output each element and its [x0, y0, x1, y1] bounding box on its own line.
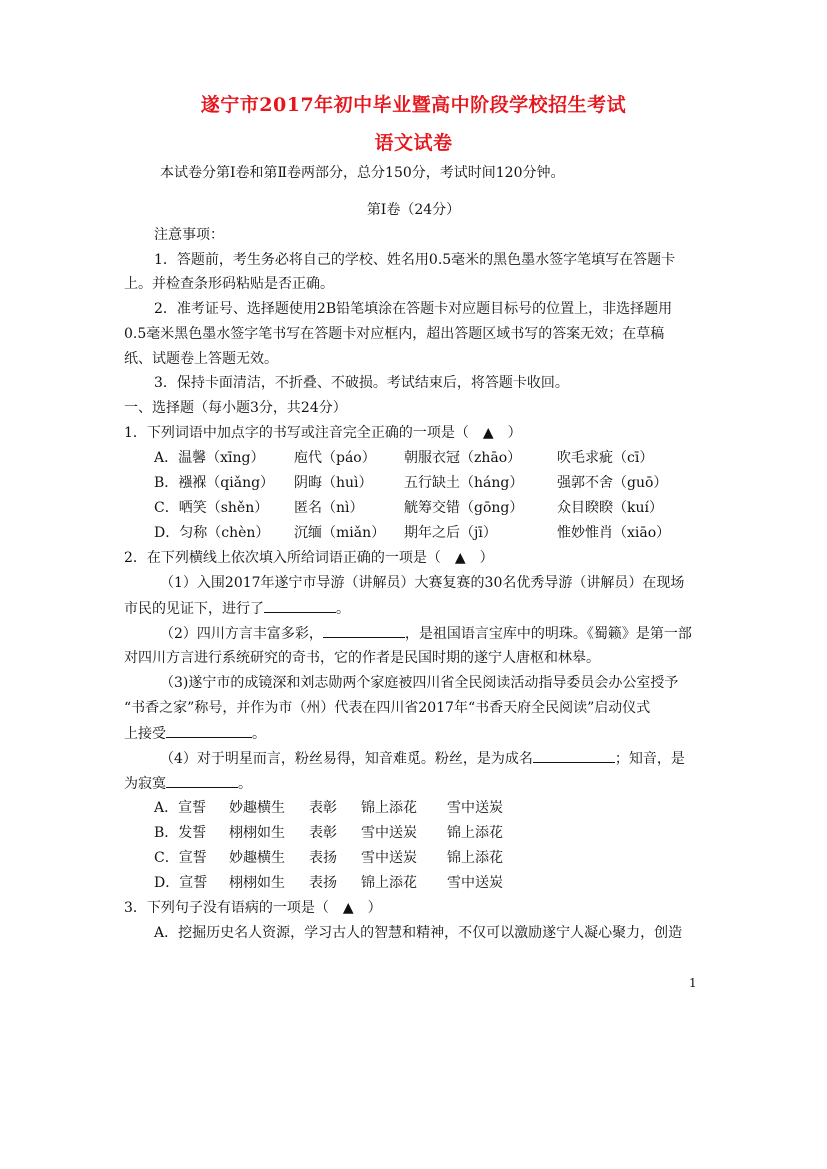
- note-2-line-2: 0.5毫米黑色墨水签字笔书写在答题卡对应框内，超出答题区域书写的答案无效；在草稿: [124, 326, 665, 342]
- q1-option-d-4: 惟妙惟肖（xiāo）: [557, 525, 671, 541]
- q2-option-b-2: 栩栩如生: [229, 825, 285, 841]
- notes-heading: 注意事项：: [154, 227, 224, 243]
- q2-sentence-4-line-2: [124, 773, 252, 794]
- q1-option-d-3: 期年之后（jī）: [404, 525, 497, 541]
- q2-sentence-1-line-2: [124, 598, 350, 619]
- q2-option-b-4: 雪中送炭: [361, 825, 417, 841]
- section-1-heading: 一、选择题（每小题3分，共24分）: [124, 400, 347, 416]
- q2-option-a-4: 锦上添花: [361, 800, 417, 816]
- note-3: 3．保持卡面清洁，不折叠、不破损。考试结束后，将答题卡收回。: [154, 375, 569, 391]
- q2-option-c-5: 锦上添花: [447, 850, 503, 866]
- q2-sentence-1-line-1: （1）入围2017年遂宁市导游（讲解员）大赛复赛的30名优秀导游（讲解员）在现场: [160, 575, 685, 591]
- q2-option-c-2: 妙趣横生: [229, 850, 285, 866]
- q2-s4-text-c: 为寂寞: [124, 776, 166, 792]
- q2-option-a-5: 雪中送炭: [447, 800, 503, 816]
- q2-s3-end: 。: [252, 726, 266, 742]
- q2-option-b-5: 锦上添花: [447, 825, 503, 841]
- q1-option-b-3: 五行缺土（háng）: [404, 475, 524, 491]
- q2-option-a-3: 表彰: [309, 800, 337, 816]
- intro-text: 本试卷分第Ⅰ卷和第Ⅱ卷两部分，总分150分，考试时间120分钟。: [160, 165, 565, 181]
- q2-blank-1: [264, 598, 336, 613]
- q2-option-b-3: 表彰: [309, 825, 337, 841]
- q2-option-a-1: A．宣誓: [154, 800, 207, 816]
- q2-s3-text: 上接受: [124, 726, 166, 742]
- q2-option-a-2: 妙趣横生: [229, 800, 285, 816]
- question-3-stem: 3．下列句子没有语病的一项是（ ▲ ）: [124, 900, 382, 916]
- q2-sentence-4-line-1: [160, 748, 685, 769]
- note-2-line-1: 2．准考证号、选择题使用2B铅笔填涂在答题卡对应题目标号的位置上，非选择题用: [154, 301, 673, 317]
- q3-option-a: A．挖掘历史名人资源，学习古人的智慧和精神，不仅可以激励遂宁人凝心聚力，创造: [154, 925, 683, 941]
- q2-sentence-3-line-1: （3)遂宁市的成镜深和刘志勋两个家庭被四川省全民阅读活动指导委员会办公室授予: [160, 675, 679, 691]
- q2-blank-2: [323, 623, 405, 638]
- note-1-line-2: 上。并检查条形码粘贴是否正确。: [124, 276, 334, 292]
- q1-option-b-4: 强郭不舍（guō）: [557, 475, 668, 491]
- exam-title: 遂宁市2017年初中毕业暨高中阶段学校招生考试: [200, 94, 627, 116]
- q2-blank-5: [166, 773, 238, 788]
- q1-option-a-1: A．温馨（xīng）: [154, 450, 265, 466]
- q1-option-c-1: C．哂笑（shěn）: [154, 500, 269, 516]
- q2-option-c-4: 雪中送炭: [361, 850, 417, 866]
- q2-sentence-3-line-3: [124, 723, 266, 744]
- q1-option-d-1: D．匀称（chèn）: [154, 525, 270, 541]
- q2-s4-end: 。: [238, 776, 252, 792]
- q2-option-d-1: D．宣誓: [154, 875, 208, 891]
- exam-subtitle: 语文试卷: [374, 132, 453, 154]
- q1-option-c-2: 匿名（nì）: [294, 500, 364, 516]
- q2-sentence-3-line-2: “书香之家”称号，并作为市（州）代表在四川省2017年“书香天府全民阅读”启动仪式: [124, 700, 651, 716]
- q2-s2-text-a: （2）四川方言丰富多彩，: [160, 626, 323, 642]
- q1-option-d-2: 沉缅（miǎn）: [294, 525, 386, 541]
- q2-blank-3: [166, 723, 252, 738]
- q2-option-c-1: C．宣誓: [154, 850, 207, 866]
- q2-option-d-5: 雪中送炭: [447, 875, 503, 891]
- note-1-line-1: 1．答题前，考生务必将自己的学校、姓名用0.5毫米的黑色墨水签字笔填写在答题卡: [154, 252, 676, 268]
- q1-option-c-3: 觥筹交错（gōng）: [404, 500, 524, 516]
- q1-option-a-2: 庖代（páo）: [294, 450, 376, 466]
- q2-s4-text-a: （4）对于明星而言，粉丝易得，知音难觅。粉丝，是为成名: [160, 751, 533, 767]
- q1-option-c-4: 众目睽睽（kuí）: [557, 500, 663, 516]
- q2-s2-text-b: ，是祖国语言宝库中的明珠。《蜀籁》是第一部: [404, 626, 692, 642]
- q1-option-a-3: 朝服衣冠（zhāo）: [404, 450, 522, 466]
- q2-sentence-2-line-2: 对四川方言进行系统研究的奇书，它的作者是民国时期的遂宁人唐枢和林皋。: [124, 650, 600, 666]
- q1-option-a-4: 吹毛求疵（cī）: [557, 450, 654, 466]
- q2-sentence-2-line-1: [160, 623, 692, 644]
- q2-s1-end: 。: [336, 601, 350, 617]
- question-1-stem: 1．下列词语中加点字的书写或注音完全正确的一项是（ ▲ ）: [124, 425, 522, 441]
- q1-option-b-1: B．襁褓（qiǎng）: [154, 475, 275, 491]
- q2-blank-4: [533, 748, 615, 763]
- q2-s4-text-b: ；知音，是: [614, 751, 685, 767]
- q1-option-b-2: 阴晦（huì）: [294, 475, 373, 491]
- q2-option-d-3: 表扬: [309, 875, 337, 891]
- part1-heading: 第Ⅰ卷（24分）: [366, 202, 461, 218]
- q2-option-d-2: 栩栩如生: [229, 875, 285, 891]
- q2-option-d-4: 锦上添花: [361, 875, 417, 891]
- question-2-stem: 2．在下列横线上依次填入所给词语正确的一项是（ ▲ ）: [124, 550, 494, 566]
- q2-option-c-3: 表扬: [309, 850, 337, 866]
- q2-s1-text: 市民的见证下，进行了: [124, 601, 264, 617]
- page-number: 1: [689, 976, 697, 990]
- note-2-line-3: 纸、试题卷上答题无效。: [124, 351, 278, 367]
- q2-option-b-1: B．发誓: [154, 825, 207, 841]
